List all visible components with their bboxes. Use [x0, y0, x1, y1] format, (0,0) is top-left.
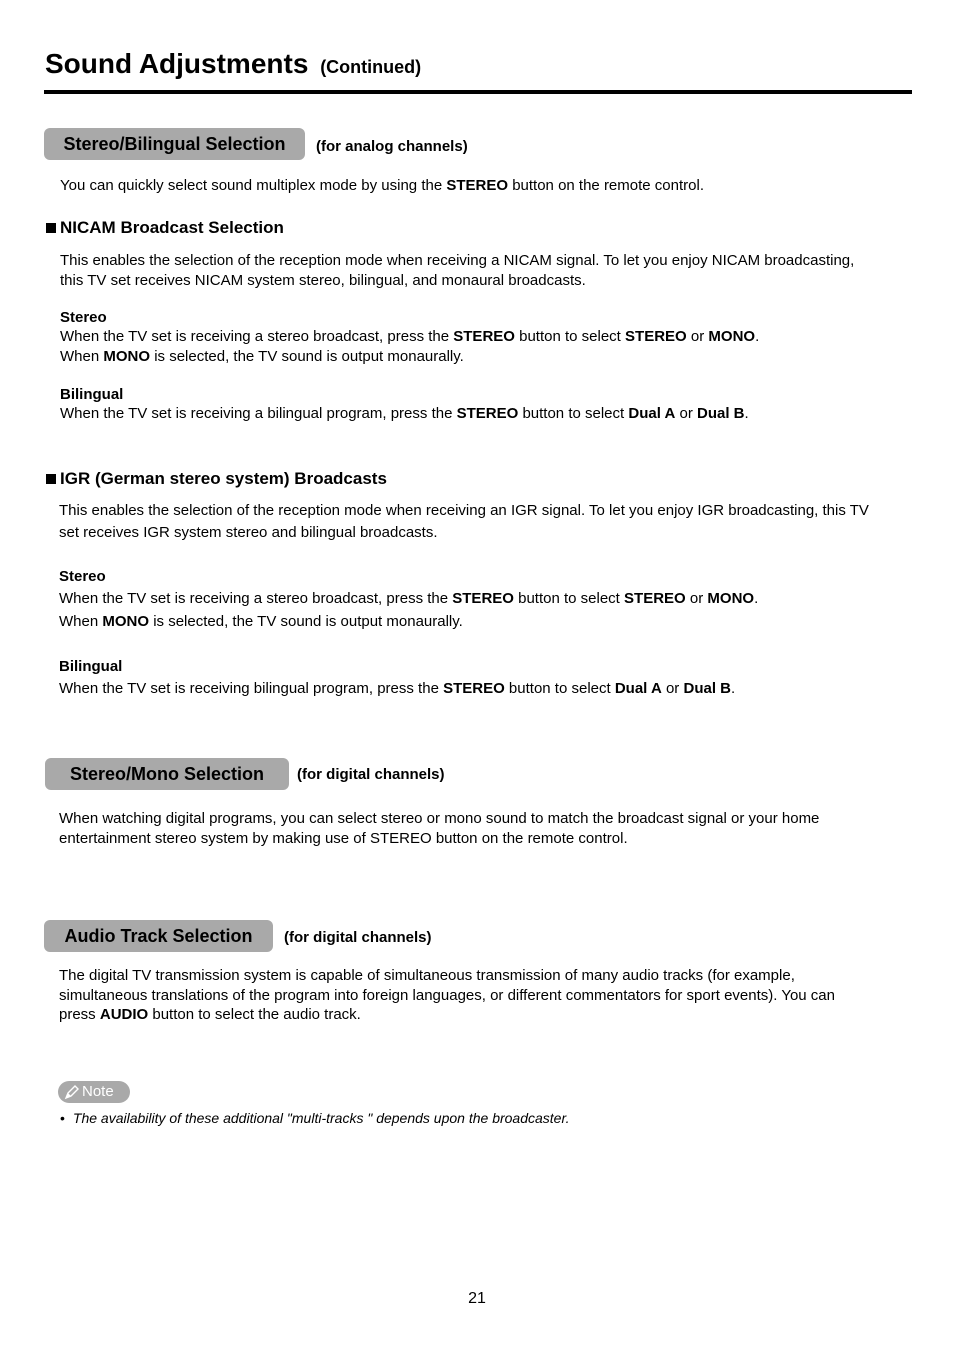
igr-stereo-line2: When MONO is selected, the TV sound is output monaurally. — [59, 613, 463, 630]
igr-bilingual-line: When the TV set is receiving bilingual program, press the STEREO button to select Dual A or Dual B. — [59, 680, 736, 697]
nicam-bilingual-label: Bilingual — [60, 386, 124, 403]
igr-heading: IGR (German stereo system) Broadcasts — [46, 469, 387, 489]
square-bullet-icon — [46, 223, 56, 233]
stereo-bilingual-intro: You can quickly select sound multiplex mode by using the STEREO button on the remote control. — [60, 177, 704, 194]
section-scope-digital-1: (for digital channels) — [297, 766, 445, 783]
nicam-heading: NICAM Broadcast Selection — [46, 218, 284, 238]
igr-stereo-line1: When the TV set is receiving a stereo broadcast, press the STEREO button to select STEREO or MONO. — [59, 590, 759, 607]
section-heading-stereo-mono: Stereo/Mono Selection — [45, 758, 289, 790]
nicam-bilingual-line: When the TV set is receiving a bilingual program, press the STEREO button to select Dual A or Dual B. — [60, 405, 749, 422]
page-title-text: Sound Adjustments — [45, 48, 309, 79]
nicam-body: This enables the selection of the reception mode when receiving a NICAM signal. To let you enjoy NICAM broadcasting, this TV set receives NICAM system stereo, bilingual, and monaural broadcasts. — [60, 252, 855, 289]
page-title-suffix: (Continued) — [320, 57, 422, 77]
page-number: 21 — [468, 1290, 486, 1307]
note-text: The availability of these additional "multi-tracks " depends upon the broadcaster. — [72, 1110, 570, 1126]
note-badge — [58, 1081, 130, 1103]
page-title — [45, 46, 421, 85]
nicam-stereo-line2: When MONO is selected, the TV sound is output monaurally. — [60, 348, 464, 365]
section-heading-stereo-bilingual: Stereo/Bilingual Selection — [44, 128, 305, 160]
note-label: Note — [82, 1083, 114, 1100]
nicam-stereo-label: Stereo — [60, 309, 107, 326]
note-bullet: • — [60, 1110, 65, 1126]
audio-track-body: The digital TV transmission system is capable of simultaneous transmission of many audio tracks (for example, simultaneous translations of the program into foreign languages, or different commentators for sport events). You can press AUDIO button to select the audio track. — [59, 967, 835, 1023]
igr-body: This enables the selection of the reception mode when receiving an IGR signal. To let you enjoy IGR broadcasting, this TV set receives IGR system stereo and bilingual broadcasts. — [59, 502, 869, 541]
igr-bilingual-label: Bilingual — [59, 658, 123, 675]
nicam-stereo-line1: When the TV set is receiving a stereo broadcast, press the STEREO button to select STEREO or MONO. — [60, 328, 760, 345]
title-rule — [44, 90, 912, 94]
section-scope-digital-2: (for digital channels) — [284, 929, 432, 946]
section-scope-analog: (for analog channels) — [316, 138, 468, 155]
note-item — [60, 1110, 570, 1126]
igr-stereo-label: Stereo — [59, 568, 106, 585]
square-bullet-icon — [46, 474, 56, 484]
section-heading-audio-track: Audio Track Selection — [44, 920, 273, 952]
pencil-icon — [64, 1084, 80, 1100]
stereo-mono-body: When watching digital programs, you can select stereo or mono sound to match the broadcast signal or your home entertainment stereo system by making use of STEREO button on the remote control. — [59, 810, 820, 847]
